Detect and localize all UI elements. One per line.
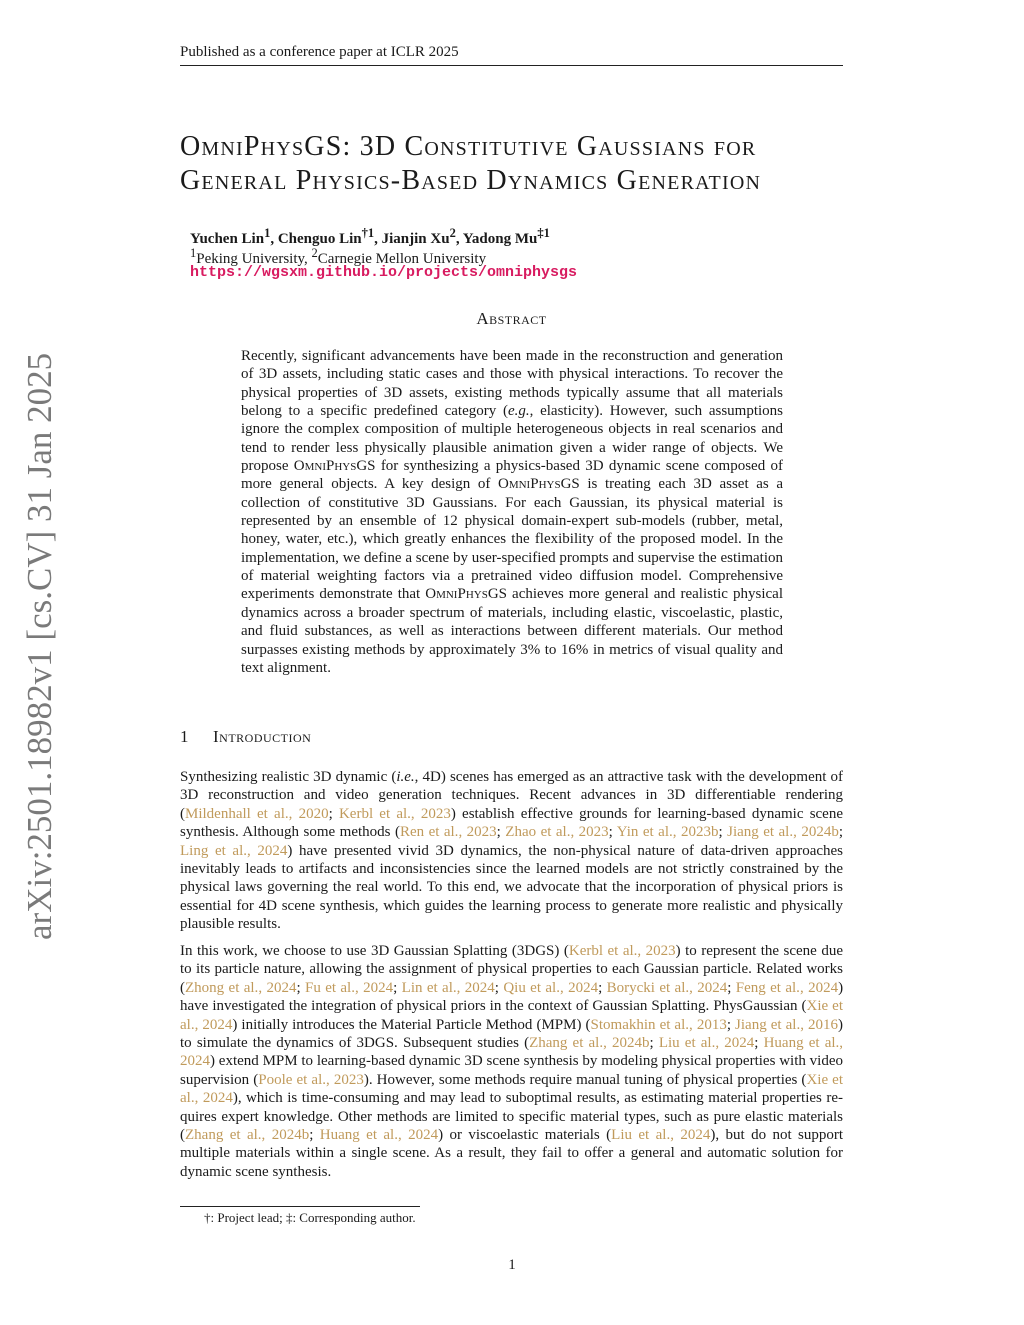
citation-link[interactable]: Ling et al., 2024 [180, 842, 288, 859]
citation-link[interactable]: Kerbl et al., 2023 [338, 805, 451, 822]
section-title: Introduction [213, 727, 312, 746]
citation-link[interactable]: Huang et al., 2024 [180, 1035, 844, 1070]
citation-link[interactable]: Jiang et al., 2016 [735, 1016, 838, 1033]
abstract-body: Recently, significant advancements have been made in the reconstruction and generation of 3D assets, including static cases and those with physical interactions. To recover the physical properties of 3D assets, existing methods typically assume that all materials belong to a specific predefined category (e.g., elasticity). However, such assumptions ignore the complex composition of multiple heterogeneous objects in real scenarios and tend to render less physically plausible animation given a wider range of objects. We propose OmniPhysGS for synthesizing a physics-based 3D dynamic scene composed of more general objects. A key design of OmniPhysGS is treating each 3D asset as a collection of constitutive 3D Gaussians. For each Gaussian, its physical material is represented by an ensemble of 12 physical domain-expert sub-models (rubber, metal, honey, water, etc.), which greatly enhances the flexibility of the proposed model. In the implementation, we define a scene by user-specified prompts and supervise the estimation of material weighting factors via a pretrained video diffusion model. Comprehensive experiments demonstrate that OmniPhysGS achieves more general and realistic physical dynamics across a broader spectrum of materials, including elastic, viscoelastic, plastic, and fluid substances, as well as interactions between different materials. Our method surpasses existing methods by approximately 3% to 16% in metrics of visual quality and text alignment. [241, 348, 783, 676]
citation-link[interactable]: Mildenhall et al., 2020 [185, 805, 329, 822]
citation-link[interactable]: Zhong et al., 2024 [185, 979, 297, 996]
intro-paragraph-1: Synthesizing realistic 3D dynamic (i.e., 4D) scenes has emerged as an attractive task with the development of 3D reconstruction and video generation techniques. Recent advances in 3D differentiable rendering (Mildenhall et al., 2020; Kerbl et al., 2023) establish effective grounds for learning-based dynamic scene synthesis. Although some methods (Ren et al., 2023; Zhao et al., 2023; Yin et al., 2023b; Jiang et al., 2024b; Ling et al., 2024) have presented vivid 3D dynamics, the non-physical nature of data-driven approaches inevitably leads to artifacts and inconsistencies since the learned models are not strictly constrained by the physical laws governing the real world. To this end, we advocate that the incorporation of physical priors is essential for 4D scene synthesis, which guides the learning process to generate more realistic and physically plausible results. [180, 769, 844, 933]
paper-title [180, 130, 860, 198]
project-url-link[interactable]: https://wgsxm.github.io/projects/omniphysgs [190, 264, 578, 281]
header-rule [180, 65, 843, 66]
author-affiliation-mark: ‡1 [537, 226, 550, 240]
author-list: Yuchen Lin$^1$, Chenguo Lin$^{\dagger 1}$, Jianjin Xu$^2$, Yadong Mu$^{\ddagger 1}$ [190, 226, 550, 247]
intro-paragraph-2: In this work, we choose to use 3D Gaussian Splatting (3DGS) (Kerbl et al., 2023) to represent the scene due to its particle nature, allowing the assignment of physical properties to each Gaussian particle. Related works (Zhong et al., 2024; Fu et al., 2024; Lin et al., 2024; Qiu et al., 2024; Borycki et al., 2024; Feng et al., 2024) have investigated the integration of physical priors in the context of Gaussian Splatting. PhysGaussian (Xie et al., 2024) initially introduces the Material Particle Method (MPM) (Stomakhin et al., 2013; Jiang et al., 2016) to simulate the dynamics of 3DGS. Subsequent studies (Zhang et al., 2024b; Liu et al., 2024; Huang et al., 2024) extend MPM to learning-based dynamic 3D scene synthesis by modeling physical properties with video supervision (Poole et al., 2023). However, some methods require manual tuning of physical properties (Xie et al., 2024), which is time-consuming and may lead to suboptimal results, as estimating material properties requires expert knowledge. Other methods are limited to specific material types, such as pure elastic materials (Zhang et al., 2024b; Huang et al., 2024) or viscoelastic materials (Liu et al., 2024), but do not support multiple materials within a single scene. As a result, they fail to offer a general and automatic solution for dynamic scene synthesis. [180, 943, 844, 1180]
citation-link[interactable]: Poole et al., 2023 [258, 1071, 364, 1088]
page-number: 1 [508, 1257, 516, 1273]
running-header: Published as a conference paper at ICLR 2025 [180, 44, 459, 60]
author-name: Jianjin Xu [381, 231, 450, 247]
citation-link[interactable]: Zhao et al., 2023 [505, 824, 609, 841]
citation-link[interactable]: Liu et al., 2024 [658, 1035, 755, 1052]
abstract-heading: Abstract [476, 309, 547, 328]
affiliation-mark: 1 [190, 246, 197, 260]
method-name: OmniPhysGS [425, 586, 507, 603]
citation-link[interactable]: Stomakhin et al., 2013 [590, 1016, 727, 1033]
title-line-2: General Physics-Based Dynamics Generation [180, 165, 762, 196]
title-line-1: OmniPhysGS: 3D Constitutive Gaussians for [180, 131, 757, 162]
author-name: Chenguo Lin [277, 231, 362, 247]
author-name: Yadong Mu [462, 231, 538, 247]
citation-link[interactable]: Fu et al., 2024 [304, 979, 394, 996]
citation-link[interactable]: Zhang et al., 2024b [529, 1035, 650, 1052]
author-affiliation-mark: 2 [449, 226, 456, 240]
section-heading-introduction [180, 727, 311, 747]
citation-link[interactable]: Feng et al., 2024 [735, 979, 839, 996]
citation-link[interactable]: Ren et al., 2023 [399, 824, 497, 841]
citation-link[interactable]: Kerbl et al., 2023 [568, 943, 676, 959]
author-name: Yuchen Lin [190, 231, 265, 247]
affiliation-name: Peking University, [196, 251, 312, 267]
footnote-rule [180, 1206, 420, 1207]
citation-link[interactable]: Xie et al., 2024 [180, 1071, 844, 1107]
footnote: †: Project lead; ‡: Corresponding author. [204, 1210, 416, 1225]
citation-link[interactable]: Lin et al., 2024 [401, 979, 495, 996]
citation-link[interactable]: Jiang et al., 2024b [727, 824, 839, 841]
citation-link[interactable]: Yin et al., 2023b [616, 824, 719, 841]
citation-link[interactable]: Qiu et al., 2024 [503, 979, 599, 996]
citation-link[interactable]: Huang et al., 2024 [319, 1127, 439, 1144]
affiliation-name: Carnegie Mellon University [317, 251, 487, 267]
citation-link[interactable]: Liu et al., 2024 [611, 1127, 711, 1144]
citation-link[interactable]: Xie et al., 2024 [180, 998, 843, 1033]
arxiv-identifier: arXiv:2501.18982v1 [cs.CV] 31 Jan 2025 [20, 352, 59, 940]
method-name: OmniPhysGS [293, 458, 376, 475]
author-affiliation-mark: 1 [264, 226, 271, 240]
affiliation-mark: 2 [311, 246, 318, 260]
author-affiliation-mark: †1 [361, 226, 375, 240]
section-number: 1 [180, 727, 189, 746]
citation-link[interactable]: Zhang et al., 2024b [185, 1127, 310, 1144]
method-name: OmniPhysGS [498, 476, 580, 493]
citation-link[interactable]: Borycki et al., 2024 [606, 979, 728, 996]
